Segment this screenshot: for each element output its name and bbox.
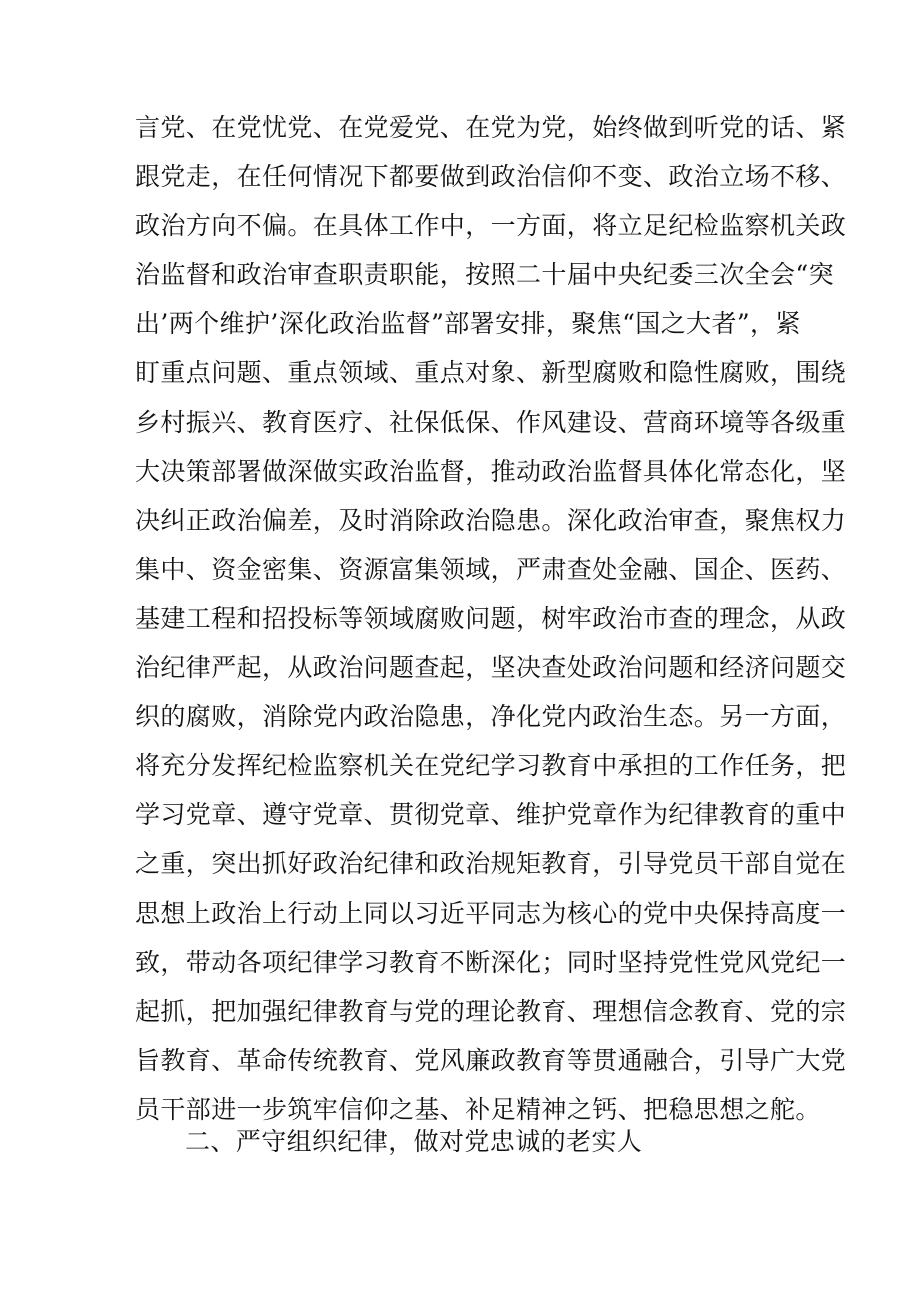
paragraph-line: 致，带动各项纪律学习教育不断深化；同时坚持党性党风党纪一 — [135, 947, 847, 977]
paragraph-line: 学习党章、遵守党章、贯彻党章、维护党章作为纪律教育的重中 — [135, 800, 847, 830]
paragraph-line: 员干部进一步筑牢信仰之基、补足精神之钙、把稳思想之舵。 — [135, 1094, 821, 1124]
paragraph-line: 集中、资金密集、资源富集领域，严肃查处金融、国企、医药、 — [135, 554, 847, 584]
paragraph-line: 大决策部署做深做实政治监督，推动政治监督具体化常态化，坚 — [135, 456, 847, 486]
paragraph-line: 治纪律严起，从政治问题查起，坚决查处政治问题和经济问题交 — [135, 653, 847, 683]
paragraph-line: 之重，突出抓好政治纪律和政治规矩教育，引导党员干部自觉在 — [135, 849, 847, 879]
paragraph-line: 起抓，把加强纪律教育与党的理论教育、理想信念教育、党的宗 — [135, 996, 847, 1026]
paragraph-line: 基建工程和招投标等领域腐败问题，树牢政治市查的理念，从政 — [135, 603, 847, 633]
paragraph-line: 决纠正政治偏差，及时消除政治隐患。深化政治审查，聚焦权力 — [135, 505, 847, 535]
paragraph-line: 治监督和政治审查职责职能，按照二十届中央纪委三次全会“突 — [135, 260, 834, 290]
paragraph-line: 织的腐败，消除党内政治隐患，净化党内政治生态。另一方面， — [135, 702, 847, 732]
paragraph-line: 出’两个维护’深化政治监督”部署安排，聚焦“国之大者”，紧 — [135, 309, 801, 339]
paragraph-line: 旨教育、革命传统教育、党风廉政教育等贯通融合，引导广大党 — [135, 1045, 847, 1075]
paragraph-line: 思想上政治上行动上同以习近平同志为核心的党中央保持高度一 — [135, 898, 847, 928]
section-heading: 二、严守组织纪律，做对党忠诚的老实人 — [185, 1127, 643, 1156]
paragraph-line: 跟党走，在任何情况下都要做到政治信仰不变、政治立场不移、 — [135, 162, 847, 192]
paragraph-line: 乡村振兴、教育医疗、社保低保、作风建设、营商环境等各级重 — [135, 407, 847, 437]
paragraph-line: 言党、在党忧党、在党爱党、在党为党，始终做到听党的话、紧 — [135, 113, 847, 142]
paragraph-line: 政治方向不偏。在具体工作中，一方面，将立足纪检监察机关政 — [135, 211, 847, 241]
body-paragraph — [135, 103, 847, 1134]
paragraph-line: 将充分发挥纪检监察机关在党纪学习教育中承担的工作任务，把 — [135, 751, 847, 781]
paragraph-line: 盯重点问题、重点领域、重点对象、新型腐败和隐性腐败，围绕 — [135, 358, 847, 388]
